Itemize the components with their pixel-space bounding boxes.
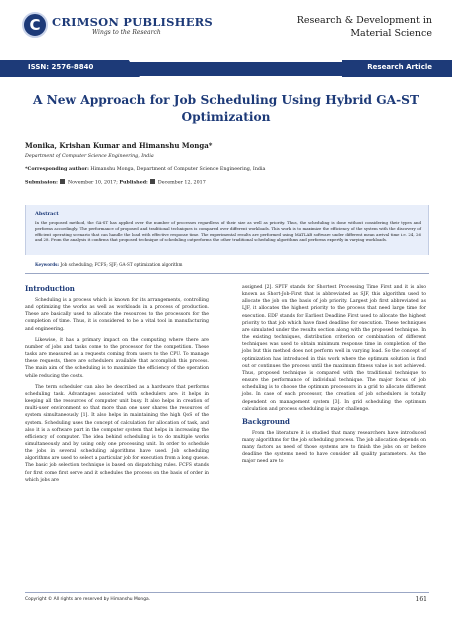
background-paragraph: From the literature it is studied that many researchers have introduced many algorithms for the job scheduling process. The job allocation depends on many factors as need of those systems are to finish the jobs on or before deadline the systems need to have consider all quality parameters. As the major need are to xyxy=(242,430,426,465)
right-column xyxy=(242,284,426,470)
keywords-text: Job scheduling; FCFS; SJF; GA-ST optimization algorithm xyxy=(60,262,183,267)
corresponding-author-text: Himanshu Monga, Department of Computer Science Engineering, India xyxy=(90,167,266,172)
published-date: December 12, 2017 xyxy=(157,180,206,186)
abstract-text: In the proposed method, the GA-ST has applied over the number of processes regardless of their size as well as priority. Thus, the scheduling is done without considering their types and performs accordingly. The performance of proposed and traditional techniques is compared over different workloads. This work is to maximize the efficiency of the system with the discovery of efficient operating scenario that can handle the load with effective response time. The experimental results are performed using MATLAB software under different mean arrival time i.e. 24, 26 and 28. From the analysis it confirms that proposed technique of scheduling outperforms the other traditional scheduling algorithms and performs expertly in varying workloads. xyxy=(35,220,421,243)
corresponding-author xyxy=(25,166,425,172)
background-heading: Background xyxy=(242,416,290,426)
submission-label: Submission: xyxy=(25,179,58,186)
copyright-notice: Copyright © All rights are reserved by Himanshu Monga. xyxy=(25,597,151,602)
left-column xyxy=(25,284,209,488)
publisher-tagline: Wings to the Research xyxy=(92,28,161,36)
abstract-heading: Abstract xyxy=(35,211,59,217)
corresponding-author-label: *Corresponding author: xyxy=(25,166,89,172)
issn-label: ISSN: 2576-8840 xyxy=(28,63,94,71)
submission-date: November 10, 2017; xyxy=(67,180,118,186)
body-paragraph: assigned [2]. SPTF stands for Shortest Processing Time First and it is also known as Short-Job-First that is abbreviated as SJF, this algorithm used to allocate the job on the basis of job priority. Largest job first abbreviated as LJF, it allocates the highest priority to the process that need large time for execution. EDF stands for Earliest Deadline First used to allocate the highest priority to that job which have fixed deadline for execution. These techniques are simulated under the results section along with the proposed technique. In the existing techniques, distribution criterion or combination of different techniques was used to obtain minimum response time in completion of the jobs but this method does not perform well in varying load. So the concept of optimization has introduced in this work where the optimum solution is find out or continues the process until the maximum fitness value is not achieved. Thus, proposed technique is compared with the traditional technique to ensure the performance of individual technique. The major focus of job scheduling is to choose the optimum processors in a grid to allocate different jobs. In case of each processor, the creation of job schedulers is totally dependent on management system [3]. In grid scheduling the optimum calculation and process scheduling is major challenge. xyxy=(242,285,426,412)
publisher-name: CRIMSON PUBLISHERS xyxy=(52,14,213,29)
intro-paragraph: Scheduling is a process which is known for its arrangements, controlling and optimizing the works as well as workloads in a process of production. These are basically used to allocate the resources to the processors for the completion of time. Thus, it is considered to be a vital tool in manufacturing and engineering. xyxy=(25,298,209,332)
section-divider xyxy=(25,273,429,274)
publisher-logo xyxy=(22,12,213,38)
keywords-label: Keywords: xyxy=(35,262,60,267)
submission-dates xyxy=(25,179,206,186)
journal-line-1: Research & Development in xyxy=(296,15,432,26)
journal-name xyxy=(282,14,432,40)
introduction-heading: Introduction xyxy=(25,284,75,293)
page-number: 161 xyxy=(415,596,427,603)
article-type-label: Research Article xyxy=(367,63,432,71)
keywords xyxy=(35,262,421,267)
calendar-icon xyxy=(60,179,65,184)
published-label: Published: xyxy=(119,179,148,186)
publisher-logo-icon: C xyxy=(22,12,48,38)
intro-paragraph: Likewise, it has a primary impact on the computing where there are number of jobs and tasks come to the processor for the competition. These tasks are measured as a requests coming from users to the CPU. To manage these requests, there are schedulers available that accomplish this process. The main aim of the scheduling is to maximize the efficiency of the operation while reducing the costs. xyxy=(25,337,209,379)
intro-paragraph: The term scheduler can also be described as a hardware that performs scheduling task. Advantages associated with schedulers are: it helps in keeping all the resources of computer unit busy. It also helps in creation of multi-user environment so that more than one user shares the resources of system simultaneously [1]. It also helps in maintaining the high QoS of the system. Scheduling uses the concept of calculation for allocation of task, and also it is a software part in the computer system that helps in increasing the efficiency of computer. The idea behind scheduling is to do multiple works simultaneously and by using only one processing unit. In order to schedule the jobs in several scheduling algorithms have used. Job scheduling algorithms are used to select a particular job for execution from a long queue. The basic job selection technique is based on dispatching rules. FCFS stands for first come first serve and it schedules the process on the basis of order in which jobs are xyxy=(25,384,209,483)
paper-title: A New Approach for Job Scheduling Using Hybrid GA-ST Optimization xyxy=(32,93,420,124)
footer-divider xyxy=(25,592,429,593)
journal-line-2: Material Science xyxy=(350,28,432,39)
calendar-icon xyxy=(150,179,155,184)
author-list: Monika, Krishan Kumar and Himanshu Monga* xyxy=(25,141,213,150)
department: Department of Computer Science Engineering, India xyxy=(25,154,154,159)
